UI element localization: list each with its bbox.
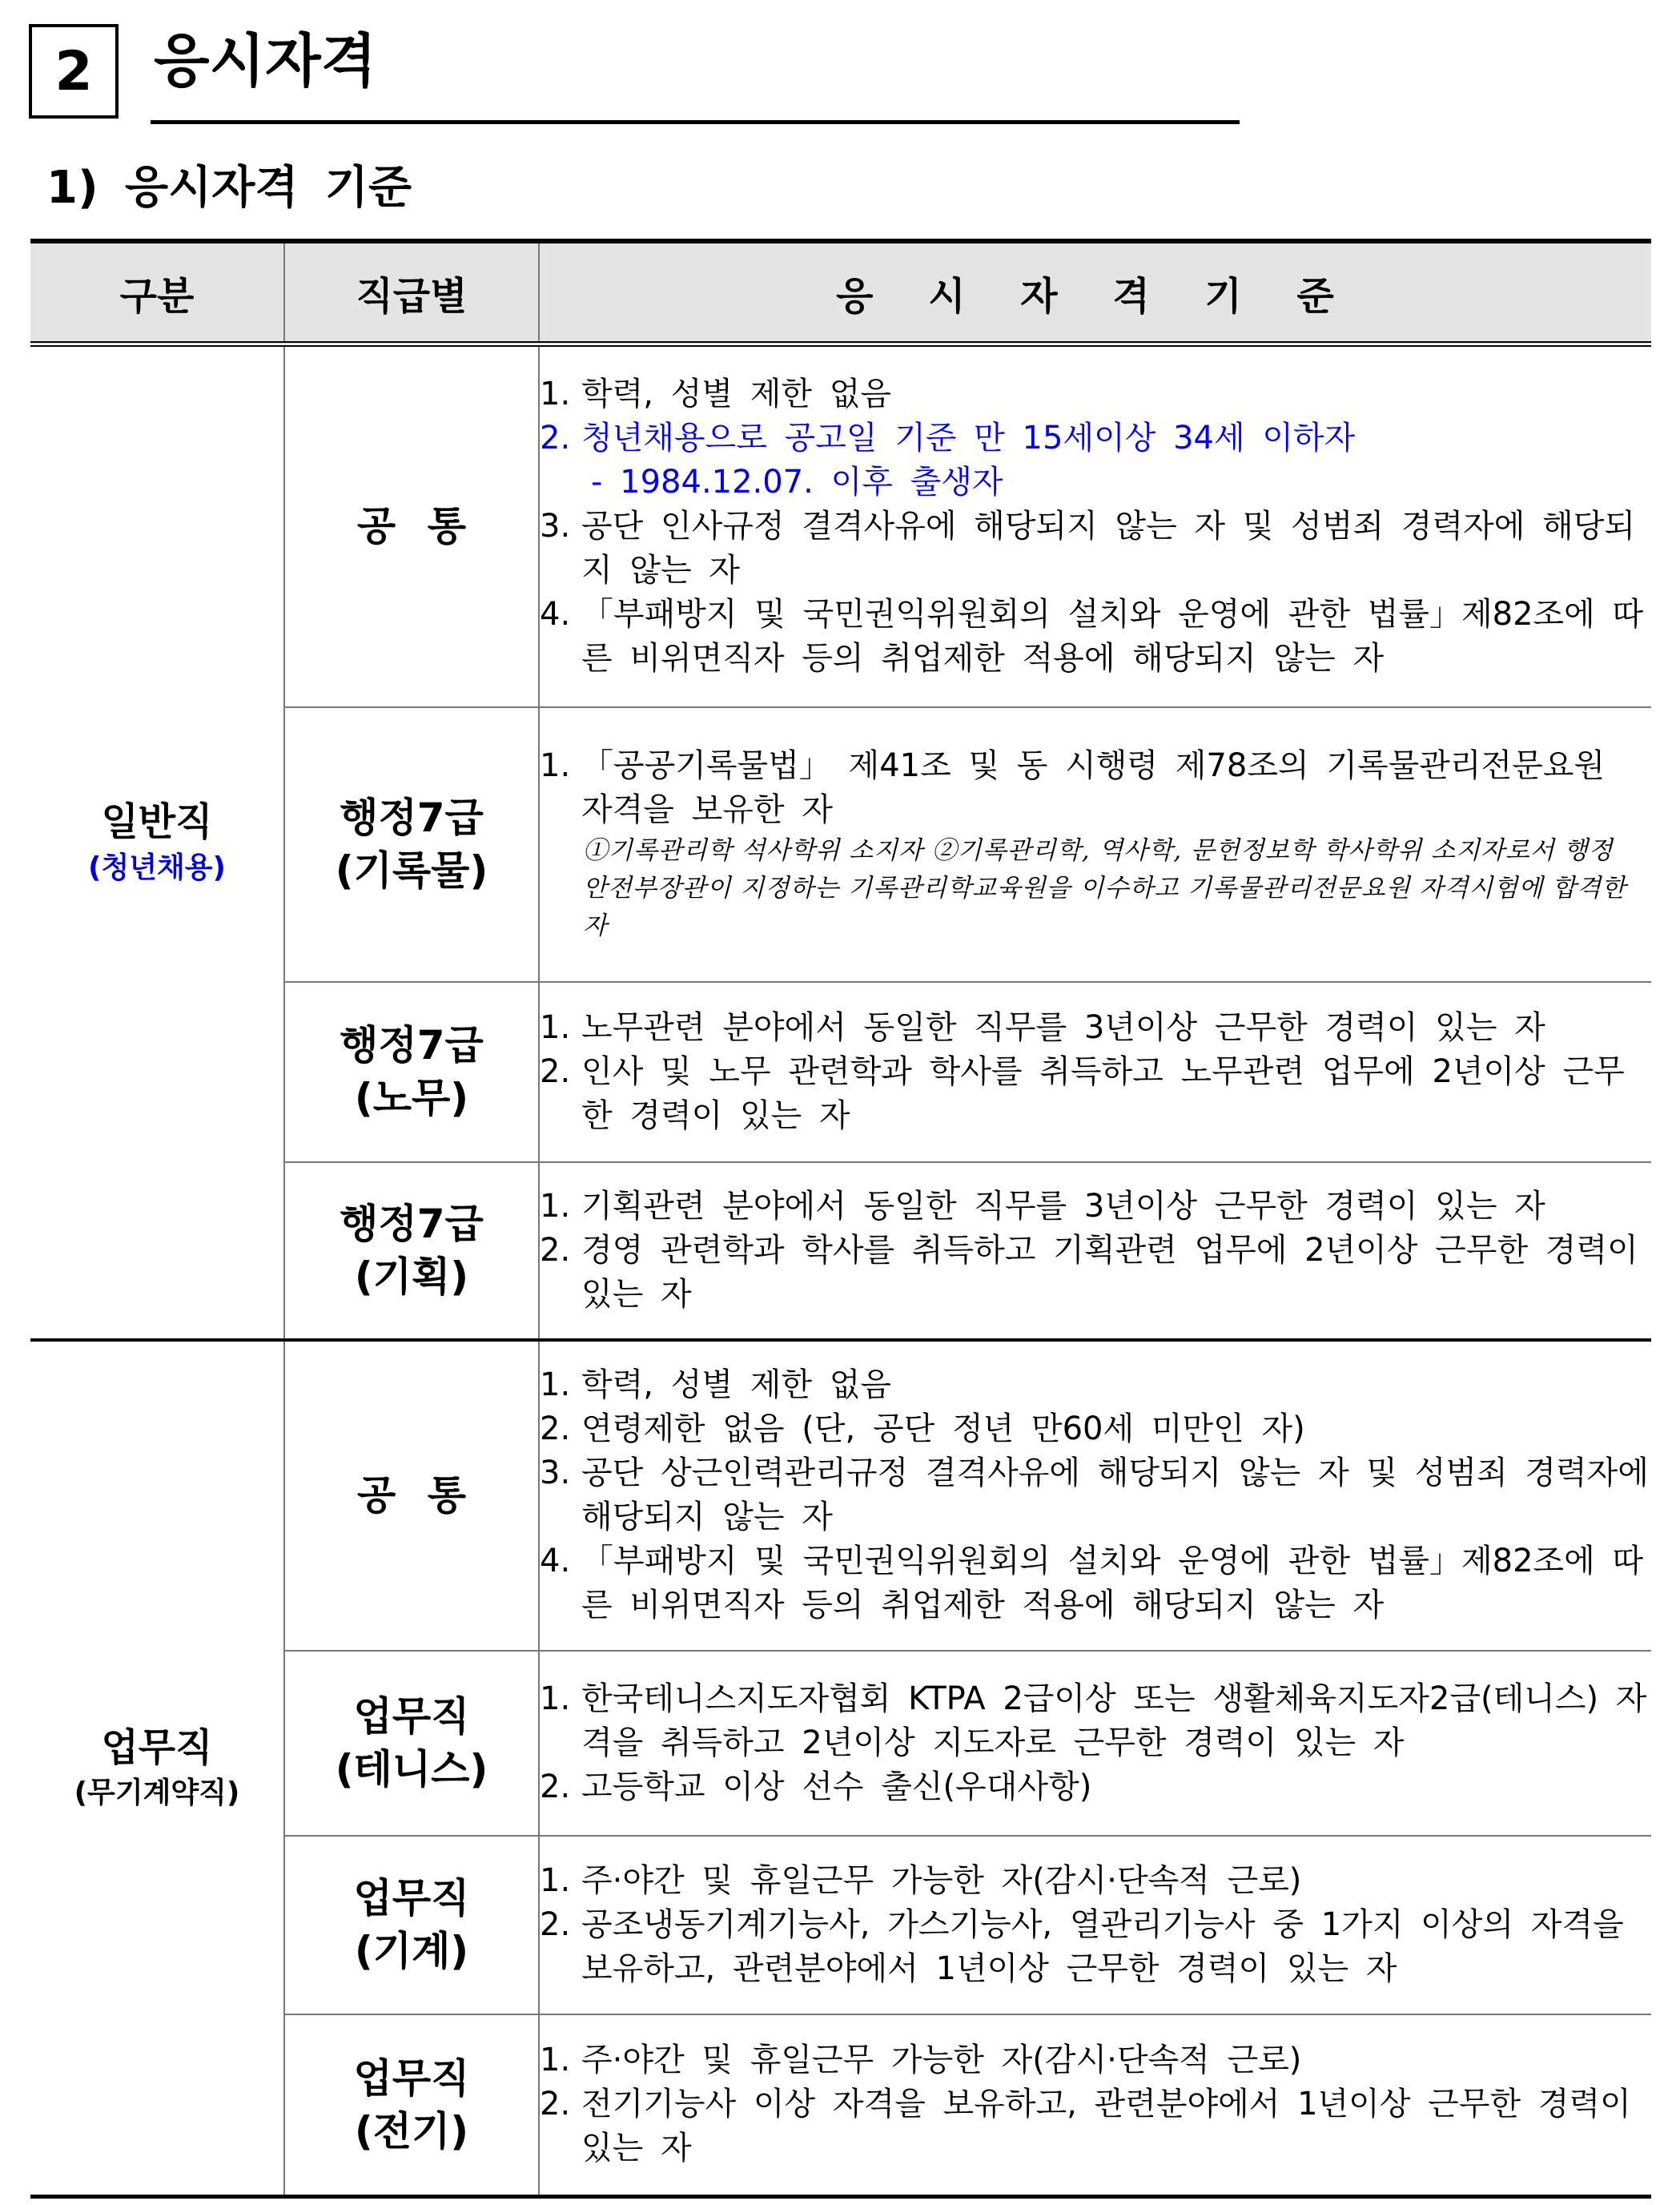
category-label: 업무직 <box>101 1724 213 1770</box>
item-text: 공단 인사규정 결격사유에 해당되지 않는 자 및 성범죄 경력자에 해당되지 않는 자 <box>581 507 1635 589</box>
item-text: 인사 및 노무 관련학과 학사를 취득하고 노무관련 업무에 2년이상 근무한 경력이 있는 자 <box>581 1052 1625 1134</box>
item-number: 1. <box>540 375 571 412</box>
item-text: 「부패방지 및 국민권익위원회의 설치와 운영에 관한 법률」제82조에 따른 비위면직자 등의 취업제한 적용에 해당되지 않는 자 <box>581 595 1644 677</box>
item-number: 2. <box>540 2086 571 2123</box>
grade-line: (기획) <box>354 1253 469 1300</box>
item-text: 한국테니스지도자협회 KTPA 2급이상 또는 생활체육지도자2급(테니스) 자격을 취득하고 2년이상 지도자로 근무한 경력이 있는 자 <box>581 1680 1647 1761</box>
item-text: 주·야간 및 휴일근무 가능한 자(감시·단속적 근로) <box>581 2042 1302 2079</box>
item-text: 「공공기록물법」 제41조 및 동 시행령 제78조의 기록물관리전문요원 자격을 보유한 자 <box>581 746 1606 828</box>
criteria-subitem: - 1984.12.07. 이후 출생자 <box>591 463 1003 501</box>
grade-cell <box>284 2014 539 2197</box>
item-number: 3. <box>540 507 571 545</box>
grade-line: (기록물) <box>335 847 488 894</box>
criteria-item <box>540 1006 1651 1050</box>
criteria-item <box>540 1859 1651 1903</box>
table-row <box>30 1340 1651 1651</box>
item-number: 1. <box>540 1187 571 1225</box>
grade-cell <box>284 1836 539 2014</box>
grade-cell <box>284 707 539 982</box>
header-grade: 직급별 <box>284 241 539 344</box>
table-row <box>30 344 1651 707</box>
item-text: 기획관련 분야에서 동일한 직무를 3년이상 근무한 경력이 있는 자 <box>581 1187 1545 1225</box>
criteria-item <box>540 1677 1651 1765</box>
item-number: 2. <box>540 419 571 457</box>
criteria-item <box>540 1903 1651 1991</box>
grade-cell: 공 통 <box>284 344 539 707</box>
grade-cell <box>284 1651 539 1836</box>
item-text: 학력, 성별 제한 없음 <box>581 1366 891 1403</box>
grade-line: 행정7급 <box>340 795 484 841</box>
item-number: 4. <box>540 1543 571 1579</box>
section-title: 응시자격 <box>154 27 377 95</box>
criteria-item <box>540 1363 1651 1407</box>
qualification-table <box>30 239 1651 2199</box>
grade-line: 업무직 <box>353 2054 470 2102</box>
item-number: 4. <box>540 595 571 633</box>
grade-cell <box>284 1162 539 1340</box>
item-text: 학력, 성별 제한 없음 <box>581 375 891 412</box>
criteria-item <box>540 372 1651 416</box>
item-text: 공조냉동기계기능사, 가스기능사, 열관리기능사 중 1가지 이상의 자격을 보유하고, 관련분야에서 1년이상 근무한 경력이 있는 자 <box>581 1905 1624 1987</box>
criteria-item <box>540 1185 1651 1229</box>
grade-cell <box>284 982 539 1162</box>
category-sublabel: (청년채용) <box>87 851 226 884</box>
criteria-item <box>540 744 1651 832</box>
grade-line: 업무직 <box>353 1875 470 1921</box>
grade-line: 업무직 <box>353 1693 470 1740</box>
item-text: 전기기능사 이상 자격을 보유하고, 관련분야에서 1년이상 근무한 경력이 있는 자 <box>581 2086 1631 2167</box>
item-number: 2. <box>540 1905 571 1943</box>
category-cell-general <box>30 344 284 1340</box>
criteria-cell <box>539 982 1651 1162</box>
item-number: 2. <box>540 1768 571 1805</box>
item-text: 연령제한 없음 (단, 공단 정년 만60세 미만인 자) <box>581 1410 1305 1447</box>
category-sublabel: (무기계약직) <box>74 1776 240 1810</box>
item-text: 주·야간 및 휴일근무 가능한 자(감시·단속적 근로) <box>581 1861 1302 1899</box>
criteria-item <box>540 1050 1651 1138</box>
item-number: 1. <box>540 746 571 784</box>
item-number: 1. <box>540 1008 571 1046</box>
criteria-cell <box>539 707 1651 982</box>
criteria-item <box>540 505 1651 593</box>
criteria-item <box>540 1407 1651 1451</box>
item-text: 「부패방지 및 국민권익위원회의 설치와 운영에 관한 법률」제82조에 따른 비위면직자 등의 취업제한 적용에 해당되지 않는 자 <box>581 1543 1644 1624</box>
section-number-box <box>29 24 119 119</box>
grade-line: (전기) <box>354 2107 469 2155</box>
item-text: 고등학교 이상 선수 출신(우대사항) <box>581 1768 1092 1805</box>
item-text: 공단 상근인력관리규정 결격사유에 해당되지 않는 자 및 성범죄 경력자에 해당되지 않는 자 <box>581 1455 1649 1535</box>
item-number: 3. <box>540 1455 571 1491</box>
criteria-cell <box>539 1836 1651 2014</box>
criteria-item <box>540 593 1651 681</box>
criteria-cell <box>539 1340 1651 1651</box>
item-number: 2. <box>540 1231 571 1269</box>
item-text: 청년채용으로 공고일 기준 만 15세이상 34세 이하자 <box>581 419 1356 457</box>
criteria-item <box>540 2038 1651 2082</box>
criteria-item <box>540 1229 1651 1317</box>
item-number: 1. <box>540 1861 571 1899</box>
criteria-item <box>540 416 1651 461</box>
category-cell-contract <box>30 1340 284 2197</box>
subsection-title: 1) 응시자격 기준 <box>46 162 412 214</box>
grade-cell: 공 통 <box>284 1340 539 1651</box>
criteria-cell <box>539 1651 1651 1836</box>
header-category: 구분 <box>30 241 284 344</box>
section-title-underline <box>151 120 1240 124</box>
item-number: 1. <box>540 1366 571 1403</box>
criteria-item <box>540 1451 1651 1539</box>
item-text: 노무관련 분야에서 동일한 직무를 3년이상 근무한 경력이 있는 자 <box>581 1008 1545 1046</box>
criteria-note: ①기록관리학 석사학위 소지자 ②기록관리학, 역사학, 문헌정보학 학사학위 소지자로서 행정안전부장관이 지정하는 기록관리학교육원을 이수하고 기록물관리전문요원 자격시험에 합격한 자 <box>583 835 1626 940</box>
category-label: 일반직 <box>101 799 213 845</box>
table-header-row <box>30 241 1651 344</box>
criteria-cell <box>539 2014 1651 2197</box>
item-number: 2. <box>540 1052 571 1090</box>
header-criteria: 응 시 자 격 기 준 <box>539 241 1651 344</box>
criteria-item <box>540 2082 1651 2171</box>
item-number: 1. <box>540 2042 571 2079</box>
section-number: 2 <box>54 39 93 103</box>
grade-line: (기계) <box>354 1928 469 1974</box>
grade-line: (노무) <box>354 1075 469 1121</box>
criteria-cell <box>539 1162 1651 1340</box>
item-text: 경영 관련학과 학사를 취득하고 기획관련 업무에 2년이상 근무한 경력이 있는 자 <box>581 1231 1638 1313</box>
item-number: 2. <box>540 1410 571 1447</box>
grade-line: (테니스) <box>335 1746 488 1793</box>
criteria-cell <box>539 344 1651 707</box>
item-number: 1. <box>540 1680 571 1717</box>
criteria-item <box>540 1765 1651 1809</box>
grade-line: 행정7급 <box>340 1022 484 1068</box>
grade-line: 행정7급 <box>340 1201 484 1247</box>
criteria-item <box>540 1539 1651 1628</box>
